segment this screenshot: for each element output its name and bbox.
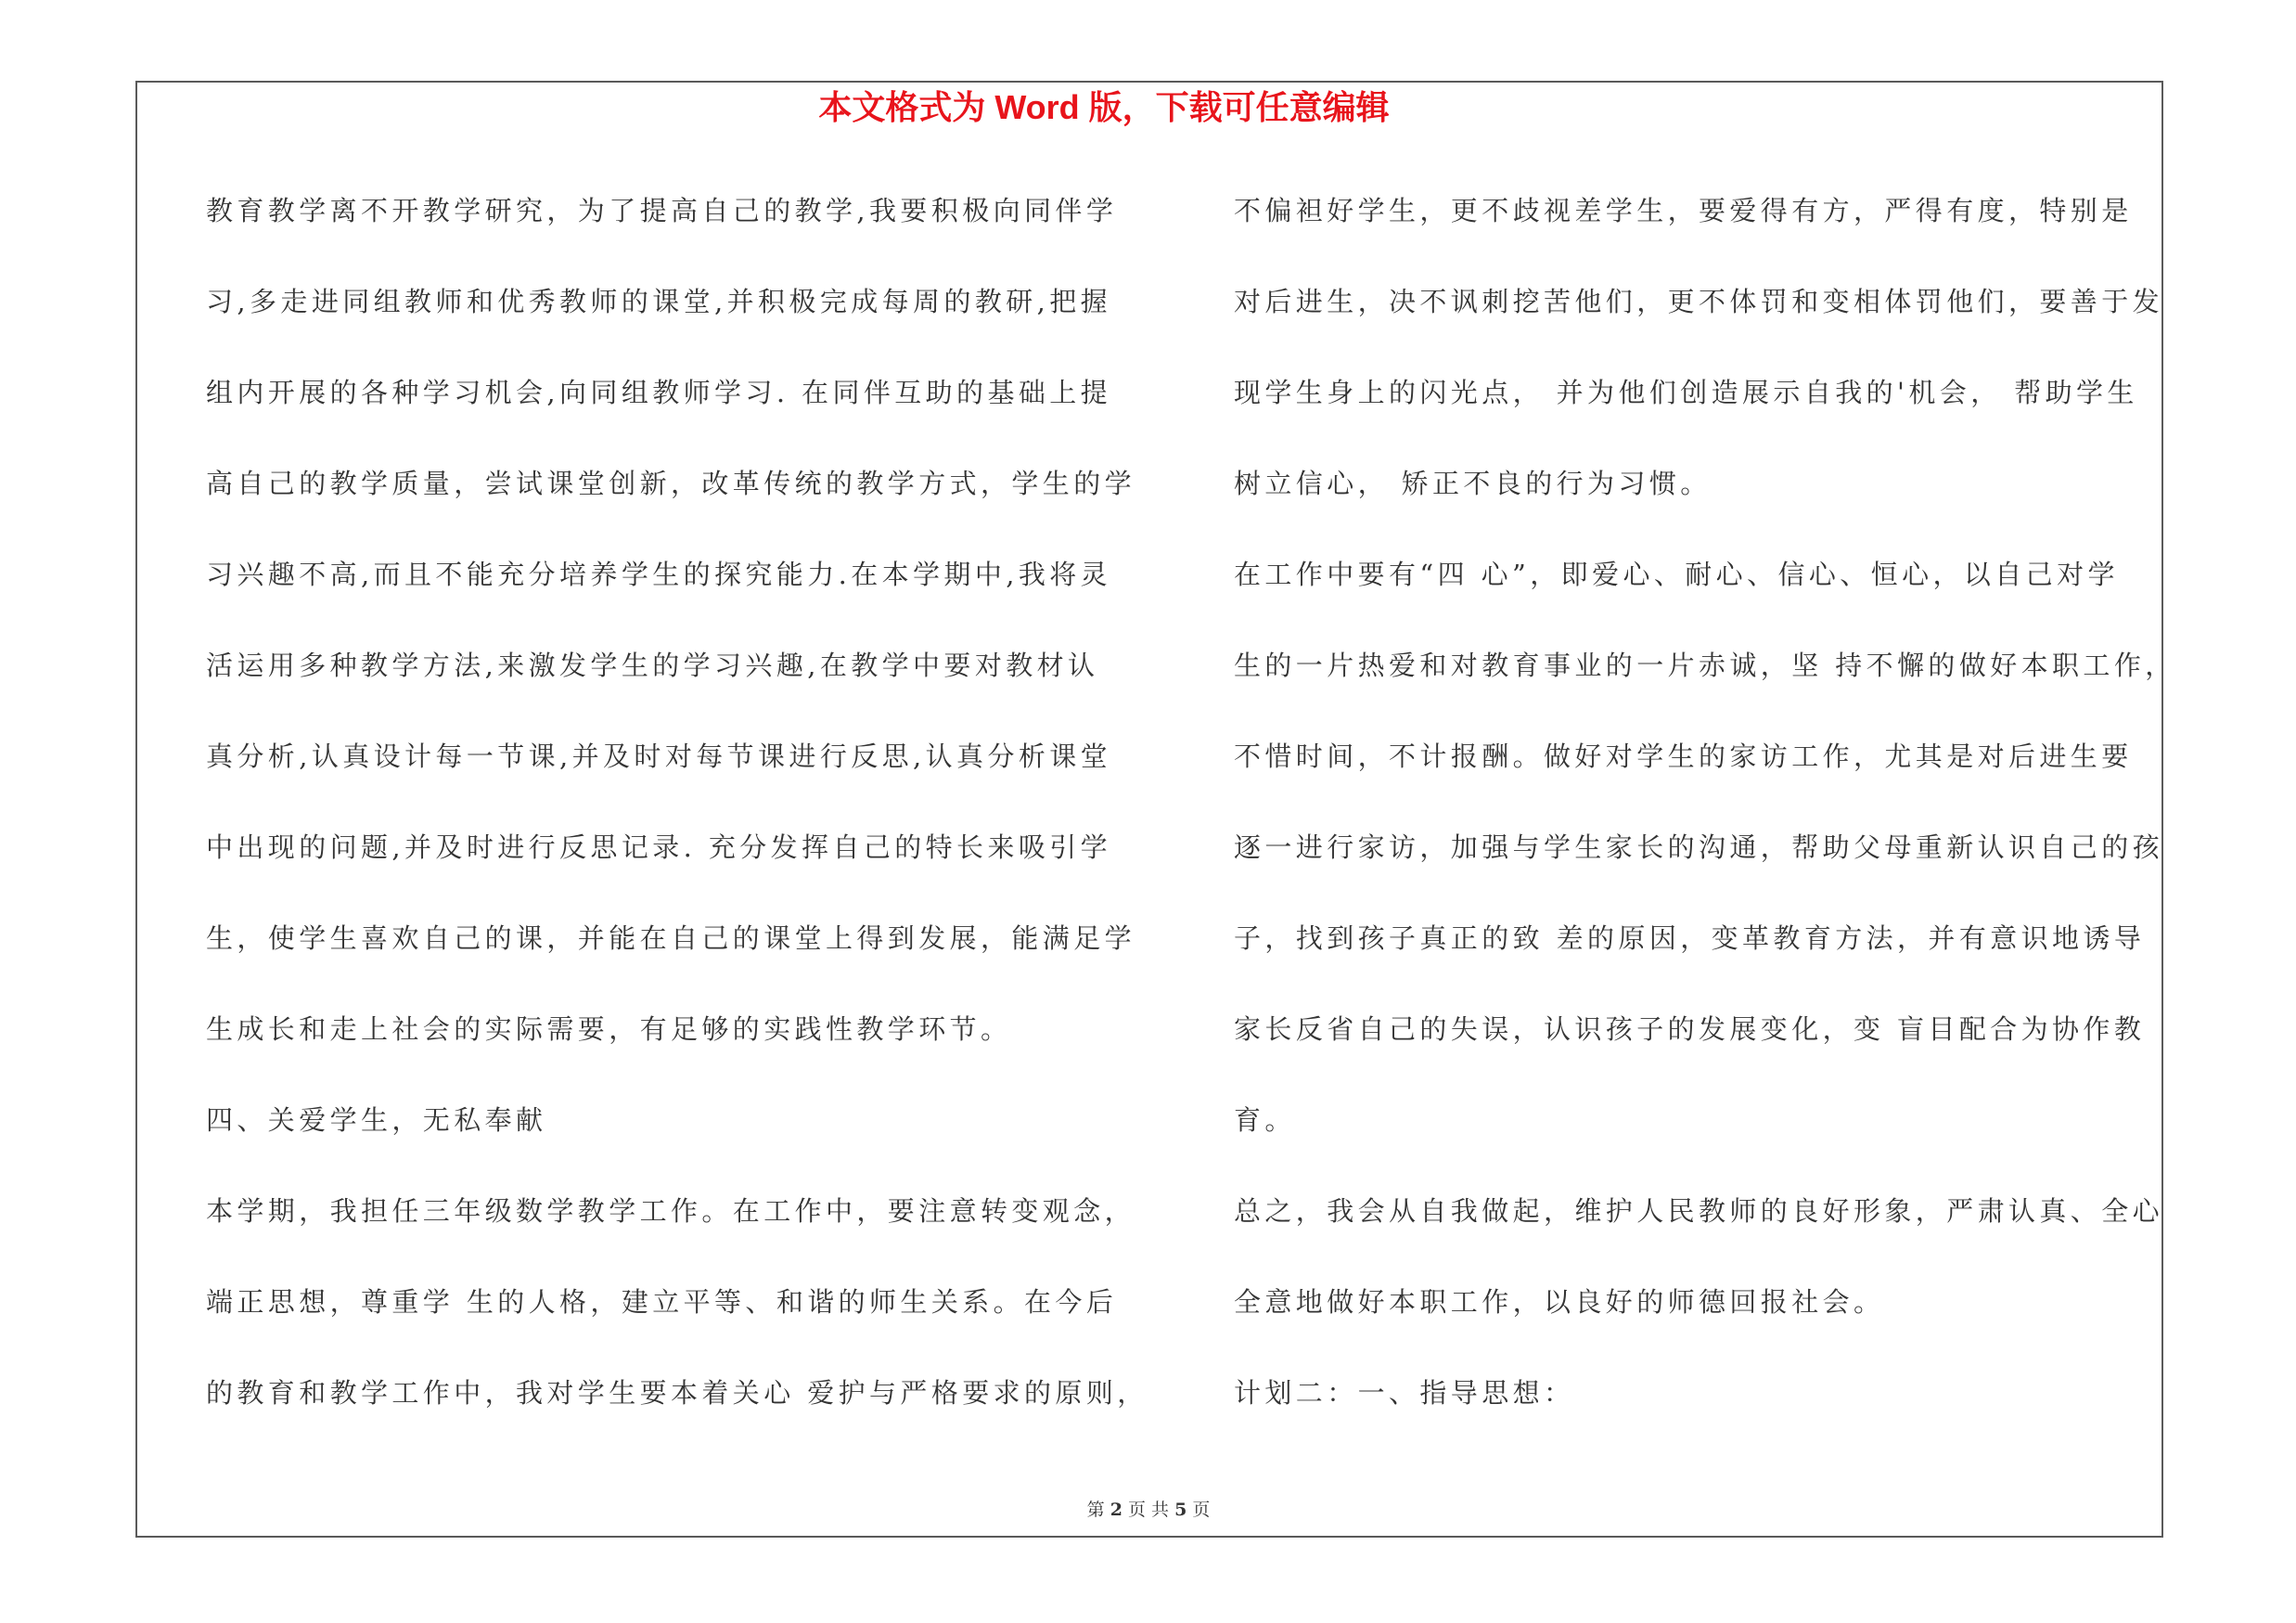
text-line: 生成长和走上社会的实际需要，有足够的实践性教学环节。 [206, 1013, 1012, 1045]
text-line: 活运用多种教学方法,来激发学生的学习兴趣,在教学中要对教材认 [206, 650, 1099, 681]
text-line: 生的一片热爱和对教育事业的一片赤诚，坚 持不懈的做好本职工作， [1234, 650, 2176, 681]
text-line: 不惜时间，不计报酬。做好对学生的家访工作，尤其是对后进生要 [1234, 741, 2133, 772]
text-line: 的教育和教学工作中，我对学生要本着关心 爱护与严格要求的原则， [206, 1377, 1148, 1409]
text-line: 组内开展的各种学习机会,向同组教师学习. 在同伴互助的基础上提 [206, 377, 1112, 408]
text-line: 习,多走进同组教师和优秀教师的课堂,并积极完成每周的教研,把握 [206, 286, 1112, 317]
text-line: 高自己的教学质量，尝试课堂创新，改革传统的教学方式，学生的学 [206, 468, 1136, 499]
text-line: 中出现的问题,并及时进行反思记录. 充分发挥自己的特长来吸引学 [206, 831, 1112, 863]
right-column [1234, 165, 2199, 1438]
text-line: 育。 [1234, 1104, 1296, 1136]
total-page-count: 5 [1174, 1500, 1187, 1520]
footer-middle: 页 共 [1127, 1500, 1170, 1520]
text-line: 家长反省自己的失误，认识孩子的发展变化，变 盲目配合为协作教 [1234, 1013, 2146, 1045]
text-line: 本学期，我担任三年级数学教学工作。在工作中，要注意转变观念， [206, 1195, 1136, 1227]
text-line: 总之，我会从自我做起，维护人民教师的良好形象，严肃认真、全心 [1234, 1195, 2164, 1227]
section-heading: 四、关爱学生，无私奉献 [206, 1104, 547, 1136]
text-line: 习兴趣不高,而且不能充分培养学生的探究能力.在本学期中,我将灵 [206, 559, 1112, 590]
page-number-footer [1009, 1498, 1288, 1522]
text-line: 教育教学离不开教学研究，为了提高自己的教学,我要积极向同伴学 [206, 195, 1118, 226]
footer-prefix: 第 [1086, 1500, 1105, 1520]
section-heading: 计划二：一、指导思想： [1234, 1377, 1575, 1409]
text-line: 现学生身上的闪光点， 并为他们创造展示自我的'机会， 帮助学生 [1234, 377, 2138, 408]
text-line: 不偏袒好学生，更不歧视差学生，要爱得有方，严得有度，特别是 [1234, 195, 2133, 226]
text-line: 端正思想，尊重学 生的人格，建立平等、和谐的师生关系。在今后 [206, 1286, 1118, 1318]
text-line: 子，找到孩子真正的致 差的原因，变革教育方法，并有意识地诱导 [1234, 922, 2146, 954]
text-line: 全意地做好本职工作，以良好的师德回报社会。 [1234, 1286, 1885, 1318]
current-page-number: 2 [1110, 1500, 1122, 1520]
text-line: 逐一进行家访，加强与学生家长的沟通，帮助父母重新认识自己的孩 [1234, 831, 2164, 863]
text-line: 对后进生，决不讽刺挖苦他们，更不体罚和变相体罚他们，要善于发 [1234, 286, 2164, 317]
footer-suffix: 页 [1192, 1500, 1211, 1520]
format-notice: 本文格式为 Word 版，下载可任意编辑 [818, 88, 1390, 126]
left-column [206, 165, 1171, 1438]
text-line: 树立信心， 矫正不良的行为习惯。 [1234, 468, 1712, 499]
text-line: 在工作中要有“四 心”，即爱心、耐心、信心、恒心，以自己对学 [1234, 559, 2119, 590]
text-line: 真分析,认真设计每一节课,并及时对每节课进行反思,认真分析课堂 [206, 741, 1112, 772]
text-line: 生，使学生喜欢自己的课，并能在自己的课堂上得到发展，能满足学 [206, 922, 1136, 954]
